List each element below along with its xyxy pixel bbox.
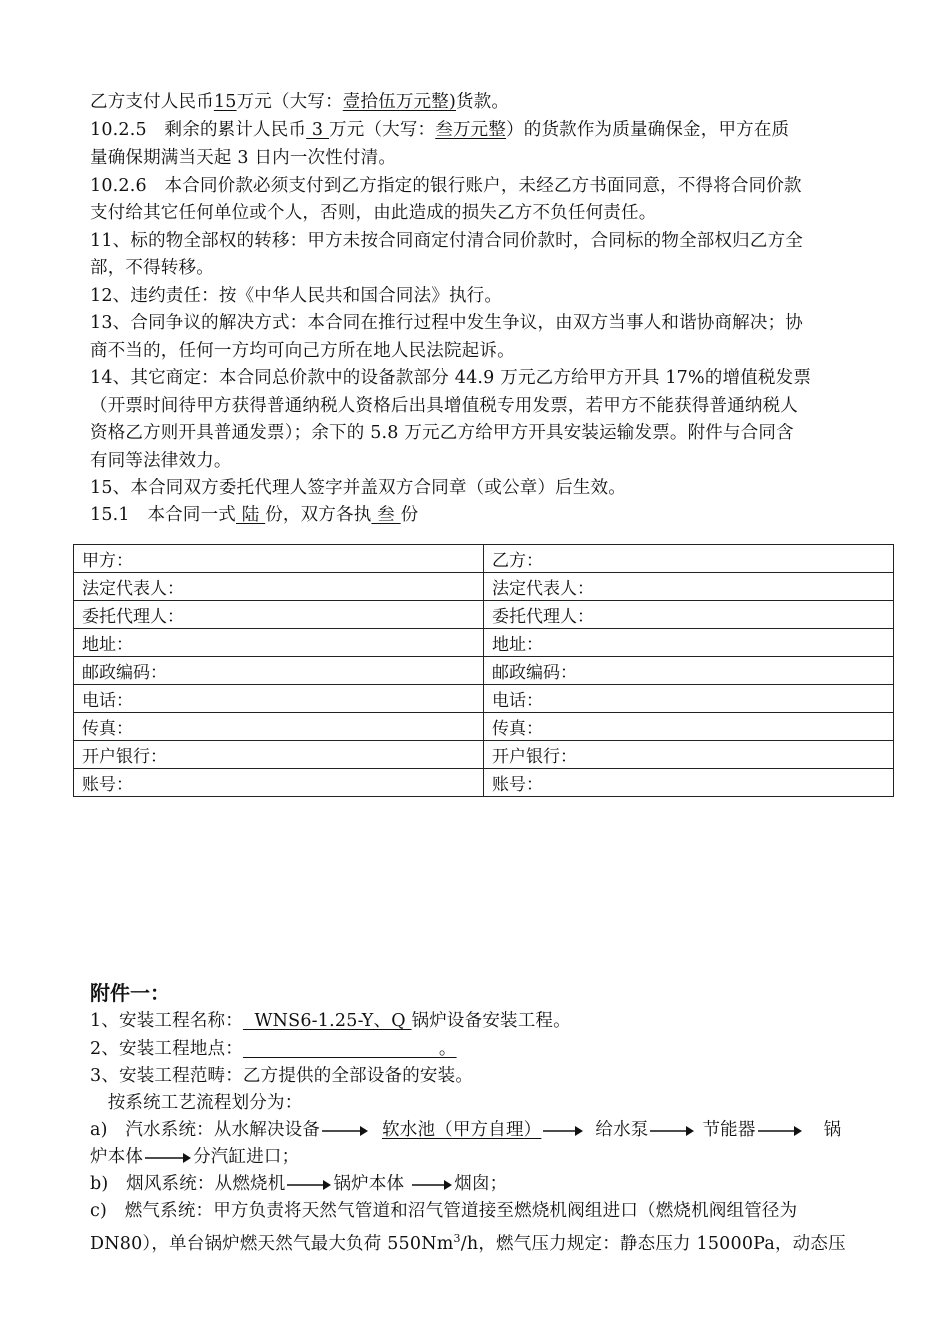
annex-line [90, 1118, 841, 1142]
text: 炉本体 [90, 1147, 144, 1167]
paragraph-line: 15、本合同双方委托代理人签字并盖双方合同章（或公章）后生效。 [90, 478, 626, 498]
arrow-right-icon [287, 1179, 331, 1191]
paragraph-line [90, 118, 789, 142]
superscript: 3 [453, 1232, 461, 1245]
table-row [74, 545, 894, 573]
annex-heading: 附件一： [90, 981, 170, 1005]
arrow-right-icon [758, 1125, 802, 1137]
text: /h，燃气压力规定：静态压力 15000Pa，动态压 [460, 1233, 846, 1254]
party-b-cell: 邮政编码： [484, 657, 894, 685]
paragraph-line: 商不当的，任何一方均可向己方所在地人民法院起诉。 [90, 341, 515, 361]
table-row [74, 741, 894, 769]
party-b-cell: 乙方： [484, 545, 894, 573]
party-a-cell: 法定代表人： [74, 573, 484, 601]
annex-line [90, 1009, 571, 1033]
paragraph-line: 11、标的物全部权的转移：甲方未按合同商定付清合同价款时，合同标的物全部权归乙方全 [90, 231, 803, 251]
text: 货款。 [456, 92, 510, 112]
text: DN80），单台锅炉燃天然气最大负荷 550Nm [90, 1233, 454, 1254]
paragraph-line: 13、合同争议的解决方式：本合同在推行过程中发生争议，由双方当事人和谐协商解决；协 [90, 313, 803, 333]
paragraph-line: 12、违约责任：按《中华人民共和国合同法》执行。 [90, 286, 503, 306]
annex-line: 按系统工艺流程划分为： [90, 1093, 303, 1113]
text: 分汽缸进口； [193, 1147, 300, 1167]
text: ）的货款作为质量确保金，甲方在质 [506, 120, 790, 140]
text: 节能器 [702, 1120, 756, 1140]
party-a-cell: 邮政编码： [74, 657, 484, 685]
text: b) 烟风系统：从燃烧机 [90, 1174, 286, 1194]
party-a-cell: 开户银行： [74, 741, 484, 769]
party-a-cell: 电话： [74, 685, 484, 713]
text: 锅 [823, 1120, 842, 1140]
party-b-cell: 传真： [484, 713, 894, 741]
annex-line: 3、安装工程范畴：乙方提供的全部设备的安装。 [90, 1066, 474, 1086]
paragraph-line: 部，不得转移。 [90, 258, 214, 278]
text: 份 [400, 505, 419, 525]
paragraph-line: 量确保期满当天起 3 日内一次性付清。 [90, 148, 397, 168]
annex-line [90, 1037, 457, 1061]
paragraph-line: （开票时间待甲方获得普通纳税人资格后出具增值税专用发票，若甲方不能获得普通纳税人 [90, 396, 798, 416]
text: 万元（大写： [329, 120, 436, 140]
party-b-cell: 委托代理人： [484, 601, 894, 629]
project-name-underlined: WNS6-1.25-Y、Q [242, 1011, 412, 1031]
text: 给水泵 [595, 1120, 649, 1140]
annex-line [90, 1145, 299, 1169]
text: 万元（大写： [236, 92, 343, 112]
party-a-cell: 地址： [74, 629, 484, 657]
paragraph-line: 10.2.6 本合同价款必须支付到乙方指定的银行账户，未经乙方书面同意，不得将合同价款 [90, 176, 802, 196]
amount-words-underlined: 壹拾伍万元整) [342, 92, 457, 112]
paragraph-line: 14、其它商定：本合同总价款中的设备款部分 44.9 万元乙方给甲方开具 17%的增值税发票 [90, 368, 812, 388]
arrow-right-icon [145, 1152, 191, 1164]
text: 2、安装工程地点： [90, 1039, 243, 1059]
copies-each-underlined: 叁 [371, 505, 401, 525]
table-row [74, 769, 894, 797]
text: 15.1 本合同一式 [90, 505, 236, 525]
paragraph-line: 资格乙方则开具普通发票）；余下的 5.8 万元乙方给甲方开具安装运输发票。附件与合同含 [90, 423, 794, 443]
parties-table [73, 544, 894, 797]
party-b-cell: 账号： [484, 769, 894, 797]
paragraph-line [90, 503, 418, 527]
party-b-cell: 法定代表人： [484, 573, 894, 601]
annex-line [90, 1227, 846, 1256]
table-row [74, 573, 894, 601]
party-b-cell: 电话： [484, 685, 894, 713]
text: a) 汽水系统：从水解决设备 [90, 1120, 321, 1140]
party-b-cell: 开户银行： [484, 741, 894, 769]
table-row [74, 629, 894, 657]
table-row [74, 657, 894, 685]
text: 1、安装工程名称： [90, 1011, 243, 1031]
party-a-cell: 委托代理人： [74, 601, 484, 629]
text: 乙方支付人民币 [90, 92, 214, 112]
table-row [74, 685, 894, 713]
text: 份，双方各执 [265, 505, 372, 525]
party-b-cell: 地址： [484, 629, 894, 657]
amount-underlined: 3 [306, 120, 330, 140]
paragraph-line: 支付给其它任何单位或个人，否则，由此造成的损失乙方不负任何责任。 [90, 203, 657, 223]
text: 锅炉本体 [333, 1174, 405, 1194]
text: 软水池（甲方自理） [382, 1120, 542, 1140]
text: 烟囱； [454, 1174, 508, 1194]
party-a-cell: 传真： [74, 713, 484, 741]
copies-underlined: 陆 [235, 505, 266, 525]
paragraph-line: 有同等法律效力。 [90, 451, 232, 471]
table-row [74, 601, 894, 629]
text: 10.2.5 剩余的累计人民币 [90, 120, 307, 140]
arrow-right-icon [650, 1125, 694, 1137]
party-a-cell: 甲方： [74, 545, 484, 573]
annex-line [90, 1172, 507, 1196]
project-location-blank: 。 [242, 1039, 457, 1059]
paragraph-line [90, 90, 509, 114]
annex-line: c) 燃气系统：甲方负责将天然气管道和沼气管道接至燃烧机阀组进口（燃烧机阀组管径为 [90, 1201, 798, 1221]
table-row [74, 713, 894, 741]
amount-words-underlined: 叁万元整 [435, 120, 507, 140]
arrow-right-icon [412, 1179, 452, 1191]
arrow-right-icon [543, 1125, 583, 1137]
arrow-right-icon [322, 1125, 368, 1137]
amount-underlined: 15 [213, 92, 237, 112]
party-a-cell: 账号： [74, 769, 484, 797]
text: 锅炉设备安装工程。 [411, 1011, 571, 1031]
